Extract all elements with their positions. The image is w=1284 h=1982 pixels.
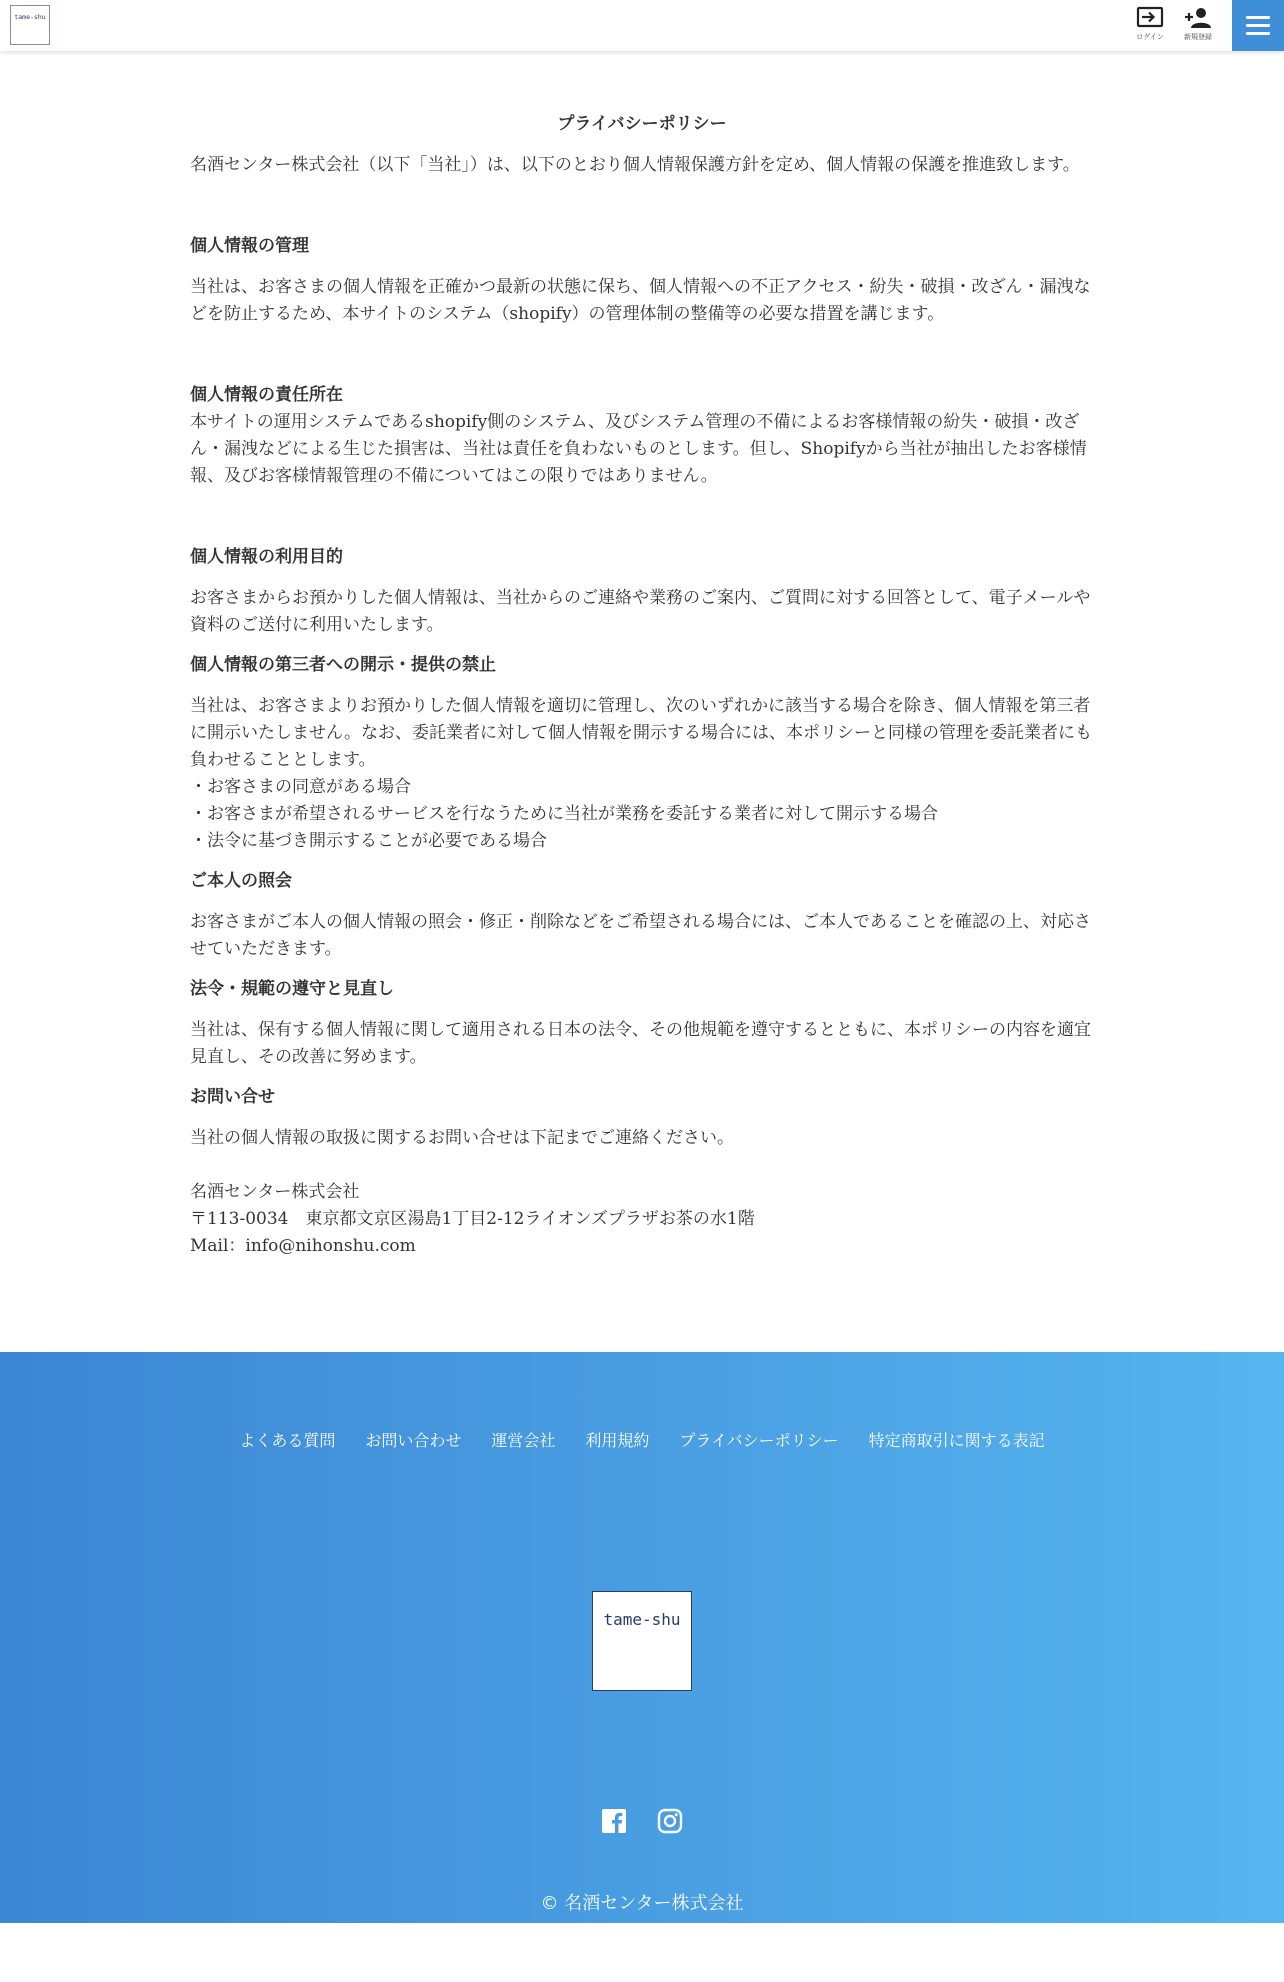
instagram-icon[interactable] (657, 1808, 683, 1834)
copyright: © 名酒センター株式会社 (540, 1893, 744, 1914)
hamburger-icon (1246, 24, 1270, 27)
list-item: ・法令に基づき開示することが必要である場合 (190, 831, 547, 851)
login-label: ログイン (1136, 33, 1164, 41)
section-heading-responsibility: 個人情報の責任所在 (190, 385, 343, 405)
section-body-inquiry-self: お客さまがご本人の個人情報の照会・修正・削除などをご希望される場合には、ご本人であることを確認の上、対応させていただきます。 (190, 912, 1091, 959)
section-heading-contact: お問い合せ (190, 1087, 275, 1107)
contact-mail[interactable]: Mail：info@nihonshu.com (190, 1236, 416, 1256)
section-heading-inquiry-self: ご本人の照会 (190, 871, 292, 891)
signup-label: 新規登録 (1184, 33, 1212, 41)
section-heading-purpose: 個人情報の利用目的 (190, 547, 343, 567)
section-heading-third-party: 個人情報の第三者への開示・提供の禁止 (190, 655, 496, 675)
footer-link-contact[interactable]: お問い合わせ (365, 1431, 462, 1450)
signup-button[interactable] (1174, 6, 1222, 46)
privacy-policy-content (0, 51, 1284, 1352)
hamburger-icon (1246, 16, 1270, 19)
hamburger-menu-button[interactable] (1232, 0, 1284, 51)
section-body-responsibility: 本サイトの運用システムであるshopify側のシステム、及びシステム管理の不備によるお客様情報の紛失・破損・改ざん・漏洩などによる生じた損害は、当社は責任を負わないものとします。但し、Shopifyから当社が抽出したお客様情報、及びお客様情報管理の不備についてはこの限りではありません。 (190, 412, 1087, 486)
footer-link-faq[interactable]: よくある質問 (239, 1431, 336, 1450)
contact-address: 〒113-0034 東京都文京区湯島1丁目2-12ライオンズプラザお茶の水1階 (190, 1209, 755, 1229)
section-body-management: 当社は、お客さまの個人情報を正確かつ最新の状態に保ち、個人情報への不正アクセス・紛失・破損・改ざん・漏洩などを防止するため、本サイトのシステム（shopify）の管理体制の整備等の必要な措置を講じます。 (190, 277, 1091, 324)
section-heading-management: 個人情報の管理 (190, 236, 309, 256)
list-item: ・お客さまの同意がある場合 (190, 777, 411, 797)
intro-paragraph: 名酒センター株式会社（以下「当社」）は、以下のとおり個人情報保護方針を定め、個人情報の保護を推進致します。 (190, 155, 1080, 175)
footer-link-terms[interactable]: 利用規約 (585, 1431, 650, 1450)
section-body-third-party: 当社は、お客さまよりお預かりした個人情報を適切に管理し、次のいずれかに該当する場合を除き、個人情報を第三者に開示いたしません。なお、委託業者に対して個人情報を開示する場合には、本ポリシーと同様の管理を委託業者にも負わせることとします。 (190, 696, 1093, 770)
site-header (0, 0, 1284, 51)
social-links (0, 1808, 1284, 1834)
site-footer (0, 1352, 1284, 1923)
contact-company: 名酒センター株式会社 (190, 1182, 360, 1202)
section-body-contact: 当社の個人情報の取扱に関するお問い合せは下記までご連絡ください。 (190, 1128, 734, 1148)
footer-link-commerce-law[interactable]: 特定商取引に関する表記 (868, 1431, 1045, 1450)
section-body-compliance: 当社は、保有する個人情報に関して適用される日本の法令、その他規範を遵守するとともに、本ポリシーの内容を適宜見直し、その改善に努めます。 (190, 1020, 1091, 1067)
footer-link-company[interactable]: 運営会社 (491, 1431, 556, 1450)
login-icon (1136, 6, 1164, 30)
hamburger-icon (1246, 32, 1270, 35)
footer-link-privacy[interactable]: プライバシーポリシー (679, 1431, 839, 1450)
footer-nav (0, 1429, 1284, 1453)
section-heading-compliance: 法令・規範の遵守と見直し (190, 979, 394, 999)
list-item: ・お客さまが希望されるサービスを行なうために当社が業務を委託する業者に対して開示する場合 (190, 804, 938, 824)
footer-logo[interactable]: tame-shu (592, 1591, 692, 1691)
facebook-icon[interactable] (601, 1808, 627, 1834)
page-title: プライバシーポリシー (557, 114, 727, 134)
site-logo[interactable]: tame-shu (10, 5, 50, 45)
login-button[interactable] (1126, 6, 1174, 46)
add-user-icon (1184, 6, 1212, 30)
section-body-purpose: お客さまからお預かりした個人情報は、当社からのご連絡や業務のご案内、ご質問に対する回答として、電子メールや資料のご送付に利用いたします。 (190, 588, 1091, 635)
